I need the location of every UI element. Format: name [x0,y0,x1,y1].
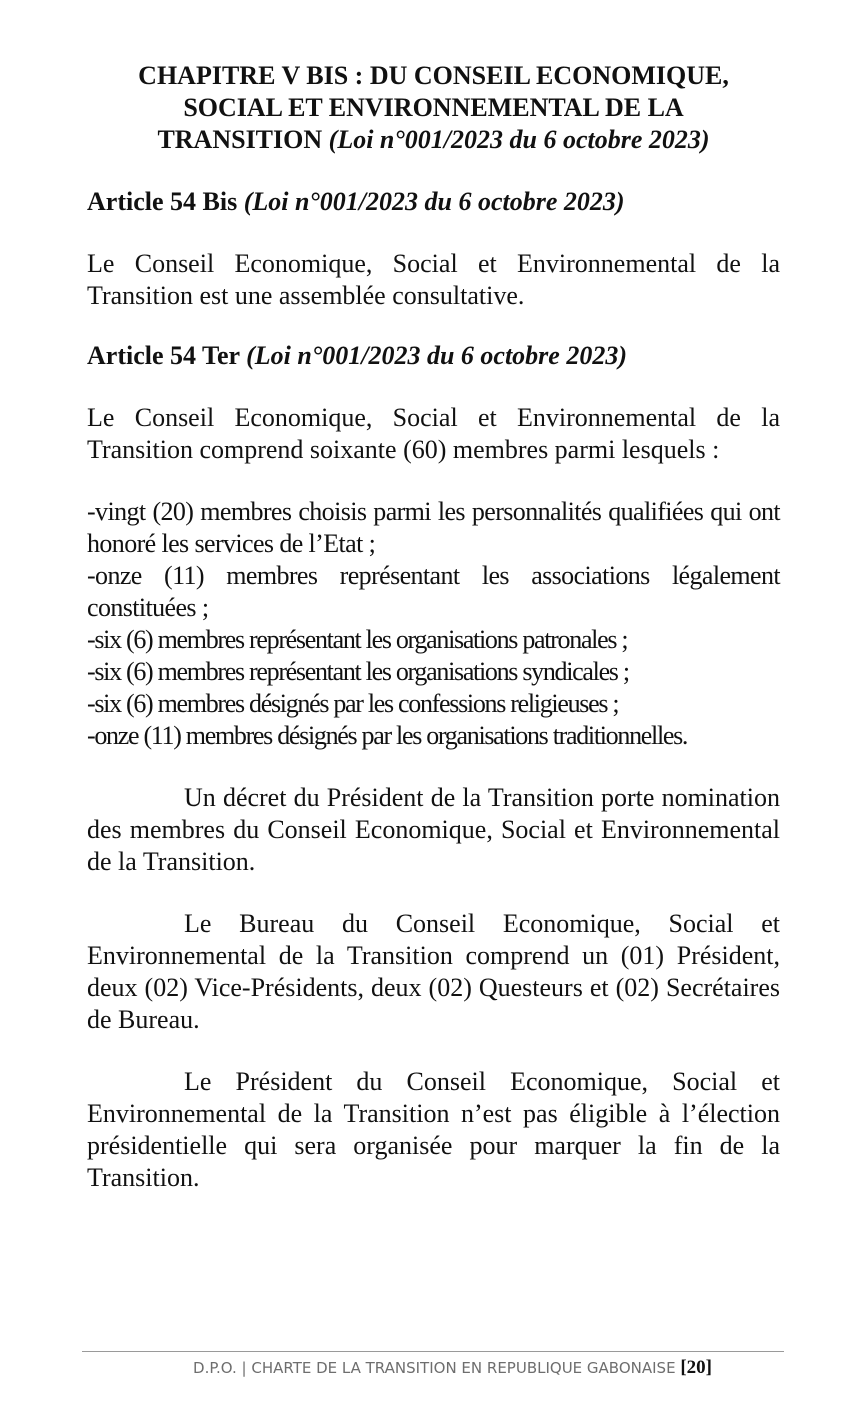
decret-paragraph: Un décret du Président de la Transition porte nomination des membres du Conseil Economique, Social et Environnemental de la Transition. [87,783,780,876]
page-footer [82,1356,712,1380]
chapter-title-line-2: SOCIAL ET ENVIRONNEMENTAL DE LA [183,93,684,122]
article-54-ter-law-reference: (Loi n°001/2023 du 6 octobre 2023) [246,341,627,370]
article-54-bis-law-reference: (Loi n°001/2023 du 6 octobre 2023) [243,187,625,216]
president-paragraph: Le Président du Conseil Economique, Social et Environnemental de la Transition n’est pas éligible à l’élection présidentielle qui sera organisée pour marquer la fin de la Transition. [87,1067,780,1192]
article-54-bis-text: Le Conseil Economique, Social et Environnemental de la Transition est une assemblée consultative. [87,249,780,310]
chapter-law-reference: (Loi n°001/2023 du 6 octobre 2023) [328,125,710,154]
article-54-ter-intro: Le Conseil Economique, Social et Environnemental de la Transition comprend soixante (60) membres parmi lesquels : [87,403,780,464]
bureau-paragraph: Le Bureau du Conseil Economique, Social et Environnemental de la Transition comprend un (01) Président, deux (02) Vice-Présidents, deux (02) Questeurs et (02) Secrétaires de Bureau. [87,909,780,1034]
list-item: -six (6) membres désignés par les confessions religieuses ; [87,689,619,718]
footer-text: D.P.O. | CHARTE DE LA TRANSITION EN REPUBLIQUE GABONAISE [193,1359,676,1377]
footer-divider [82,1351,784,1352]
list-item: -six (6) membres représentant les organisations syndicales ; [87,657,629,686]
article-54-bis-title: Article 54 Bis [87,187,238,216]
article-54-bis-heading [87,186,780,218]
list-item: -onze (11) membres désignés par les organisations traditionnelles. [87,721,688,750]
page-content [87,60,780,1194]
members-list [87,496,780,752]
chapter-title [87,60,780,156]
list-item: -vingt (20) membres choisis parmi les personnalités qualifiées qui ont honoré les services de l’Etat ; [87,497,780,558]
list-item: -onze (11) membres représentant les associations légalement constituées ; [87,561,780,622]
chapter-title-line-3: TRANSITION [157,125,323,154]
list-item: -six (6) membres représentant les organisations patronales ; [87,625,628,654]
article-54-ter-heading [87,340,780,372]
chapter-title-line-1: CHAPITRE V BIS : DU CONSEIL ECONOMIQUE, [138,61,729,90]
article-54-ter-title: Article 54 Ter [87,341,240,370]
page-number: [20] [680,1357,712,1378]
